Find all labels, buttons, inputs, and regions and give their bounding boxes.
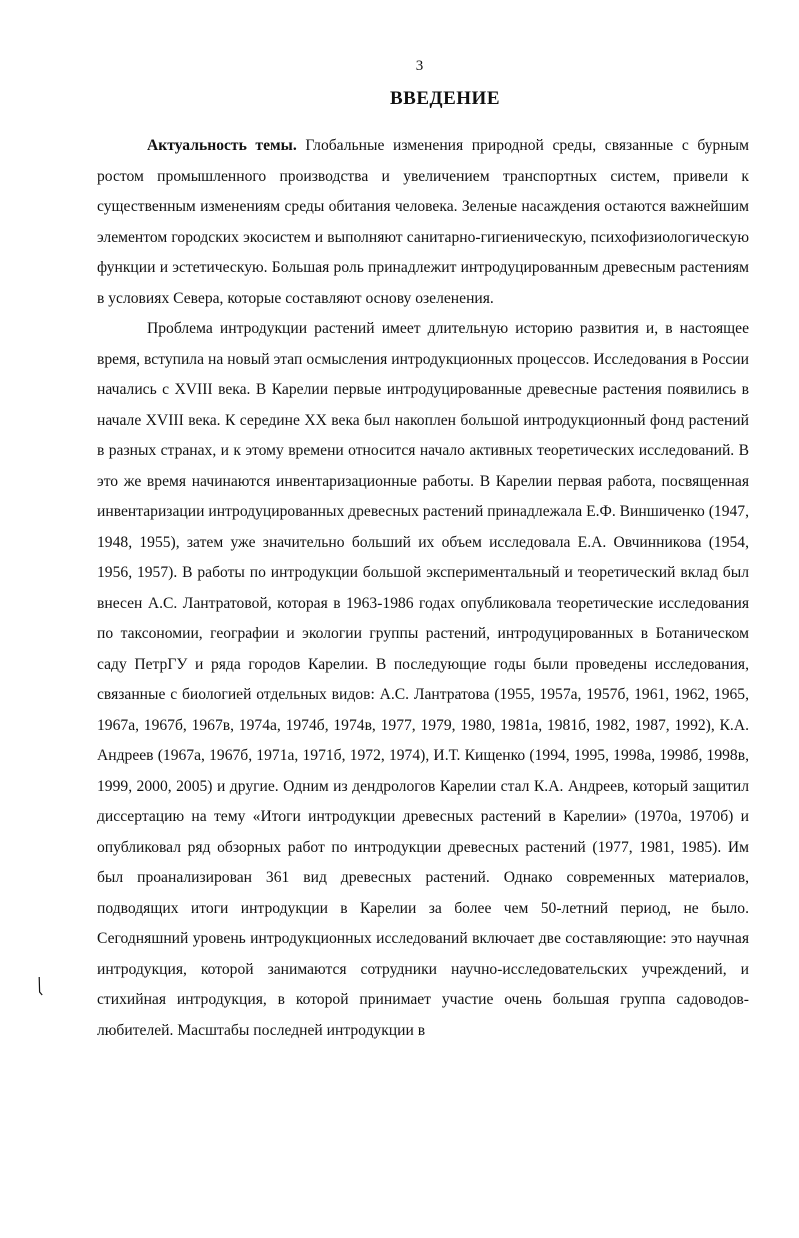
paragraph-introduction-history: [97, 314, 749, 1046]
page-number: 3: [415, 58, 424, 74]
paragraph-text: Проблема интродукции растений имеет длительную историю развития и, в настоящее время, вступила на новый этап осмысления интродукционных процессов. Исследования в России начались с XVIII века. В Карелии первые интродуцированные древесные растения появились в начале XVIII века. К середине XX века был накоплен большой интродукционный фонд растений в разных странах, и к этому времени относится начало активных теоретических исследований. В это же время начинаются инвентаризационные работы. В Карелии первая работа, посвященная инвентаризации интродуцированных древесных растений принадлежала Е.Ф. Виншиченко (1947, 1948, 1955), затем уже значительно больший их объем исследовала Е.А. Овчинникова (1954, 1956, 1957). В работы по интродукции большой экспериментальный и теоретический вклад был внесен А.С. Лантратовой, которая в 1963-1986 годах опубликовала теоретические исследования по таксономии, географии и экологии группы растений, интродуцированных в Ботаническом саду ПетрГУ и ряда городов Карелии. В последующие годы были проведены исследования, связанные с биологией отдельных видов: А.С. Лантратова (1955, 1957а, 1957б, 1961, 1962, 1965, 1967а, 1967б, 1967в, 1974а, 1974б, 1974в, 1977, 1979, 1980, 1981а, 1981б, 1982, 1987, 1992), К.А. Андреев (1967а, 1967б, 1971а, 1971б, 1972, 1974), И.Т. Кищенко (1994, 1995, 1998а, 1998б, 1998в, 1999, 2000, 2005) и другие. Одним из дендрологов Карелии стал К.А. Андреев, который защитил диссертацию на тему «Итоги интродукции древесных растений в Карелии» (1970а, 1970б) и опубликовал ряд обзорных работ по интродукции древесных растений (1977, 1981, 1985). Им был проанализирован 361 вид древесных растений. Однако современных материалов, подводящих итоги интродукции в Карелии за более чем 50-летний период, не было. Сегодняшний уровень интродукционных исследований включает две составляющие: это научная интродукция, которой занимаются сотрудники научно-исследовательских учреждений, и стихийная интродукция, в которой принимает участие очень большая группа садоводов-любителей. Масштабы последней интродукции в: [97, 320, 749, 1039]
scan-mark: [38, 976, 43, 996]
paragraph-relevance: [97, 131, 749, 314]
section-heading: ВВЕДЕНИЕ: [390, 88, 500, 109]
paragraph-lead: Актуальность темы.: [147, 137, 297, 154]
body-text: [97, 131, 749, 1046]
paragraph-text: Глобальные изменения природной среды, связанные с бурным ростом промышленного производства и увеличением транспортных систем, привели к существенным изменениям среды обитания человека. Зеленые насаждения остаются важнейшим элементом городских экосистем и выполняют санитарно-гигиеническую, психофизиологическую функции и эстетическую. Большая роль принадлежит интродуцированным древесным растениям в условиях Севера, которые составляют основу озеленения.: [97, 137, 749, 307]
